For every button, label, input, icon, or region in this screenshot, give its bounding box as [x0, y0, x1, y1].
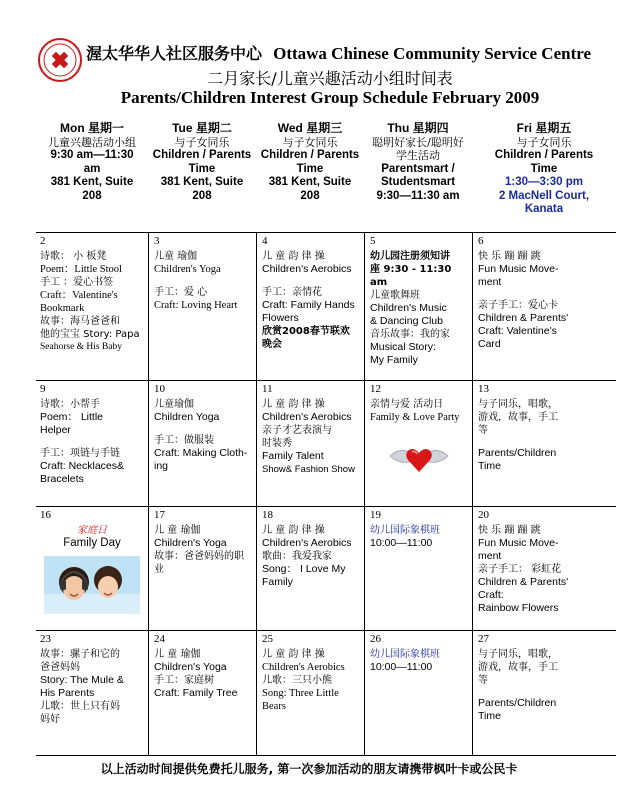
activity-line: Family Talent — [262, 450, 324, 462]
day-cell — [364, 381, 472, 507]
day-line: Kanata — [524, 203, 564, 215]
day-cell — [472, 381, 616, 507]
activity-line: 幼儿园注册须知讲 — [370, 251, 450, 262]
date-number: 24 — [154, 633, 165, 645]
activity-line: ment — [478, 276, 502, 288]
activity-line: 儿 童 瑜伽 — [154, 649, 201, 660]
winged-heart-icon — [386, 438, 452, 478]
day-header-wed — [256, 116, 364, 232]
activity-line: 儿童瑜伽 — [154, 399, 194, 410]
activity-line: Time — [478, 460, 501, 472]
day-cell — [472, 631, 616, 755]
day-line: 381 Kent, Suite — [50, 176, 134, 188]
day-cell — [148, 631, 256, 755]
org-name — [86, 41, 616, 64]
day-line: 381 Kent, Suite — [160, 176, 244, 188]
activity-line: Children & Parents' — [478, 576, 569, 588]
activity-line: 10:00—11:00 — [370, 537, 433, 549]
day-cell — [36, 631, 148, 755]
activity-line: Fun Music Move- — [478, 263, 559, 275]
activity-line: Bracelets — [40, 473, 84, 485]
activity-line: My Family — [370, 354, 418, 366]
activity-line: Children's Aerobics — [262, 537, 352, 549]
activity-line: 手工 ：爱心书签 — [40, 277, 114, 288]
activity-line: 亲情与爱 活动日 — [370, 399, 444, 410]
holiday-name-en: Family Day — [63, 537, 121, 549]
activity-line: 亲子手工： 彩虹花 — [478, 564, 562, 575]
day-cell — [256, 631, 364, 755]
activity-line: 儿 童 韵 律 操 — [262, 525, 325, 536]
date-number: 12 — [370, 383, 381, 395]
activity-line: 幼儿国际象棋班 — [370, 649, 440, 660]
day-cell — [148, 381, 256, 507]
activity-line: 亲子才艺表演与 — [262, 425, 332, 436]
day-line: 与子女同乐 — [282, 135, 338, 149]
day-line: 与子女同乐 — [174, 135, 230, 149]
day-cell — [472, 507, 616, 631]
activity-line: Song: Three Little — [262, 688, 339, 699]
day-line: 1:30—3:30 pm — [505, 176, 583, 188]
activity-line: 歌曲：我爱我家 — [262, 551, 332, 562]
date-number: 13 — [478, 383, 489, 395]
activity-line: & Dancing Club — [370, 315, 443, 327]
activity-line: 妈好 — [40, 714, 60, 725]
activity-line: 他的宝宝 Story: Papa — [40, 329, 140, 340]
day-cell — [256, 381, 364, 507]
activity-line: 儿童 瑜伽 — [154, 251, 198, 262]
day-line: Time — [188, 162, 216, 175]
day-line: 381 Kent, Suite — [268, 176, 352, 188]
day-cell — [36, 233, 148, 381]
footer-note: 以上活动时间提供免费托儿服务, 第一次参加活动的朋友请携带枫叶卡或公民卡 — [100, 762, 518, 776]
activity-line: Children's Aerobics — [262, 263, 352, 275]
activity-line: 故事：海马爸爸和 — [40, 316, 120, 327]
day-line: Studentsmart — [380, 176, 456, 188]
activity-line: Seahorse & His Baby — [40, 342, 123, 352]
day-cell — [364, 631, 472, 755]
day-cell — [364, 233, 472, 381]
activity-line: 儿 童 瑜伽 — [154, 525, 201, 536]
day-cell — [256, 507, 364, 631]
day-name: Wed 星期三 — [277, 121, 343, 135]
date-number: 2 — [40, 235, 46, 247]
activity-line: 等 — [478, 425, 488, 436]
date-number: 23 — [40, 633, 51, 645]
activity-line: 与子同乐，唱歌， — [478, 649, 558, 660]
day-header-fri — [472, 116, 616, 232]
day-name: Thu 星期四 — [387, 121, 449, 135]
week-row — [36, 232, 616, 381]
day-line: Children / Parents — [260, 149, 360, 161]
activity-line: Craft: Valentine's — [478, 325, 557, 337]
activity-line: Rainbow Flowers — [478, 602, 559, 614]
day-line: am — [83, 162, 101, 175]
activity-line: Craft: Making Cloth- — [154, 447, 248, 459]
day-line: 2 MacNell Court, — [498, 189, 590, 202]
day-name: Fri 星期五 — [516, 121, 572, 135]
activity-line: Poem： Little — [40, 411, 104, 423]
schedule-grid — [36, 116, 616, 725]
date-number: 17 — [154, 509, 165, 521]
activity-line: 时装秀 — [262, 438, 292, 449]
activity-line: Children's Aerobics — [262, 662, 345, 673]
date-number: 11 — [262, 383, 273, 395]
day-line: 聪明好家长/聪明好 — [372, 135, 464, 149]
activity-line: 儿 童 韵 律 操 — [262, 649, 325, 660]
day-header-thu — [364, 116, 472, 232]
activity-line: 欣赏2008春节联欢 — [262, 326, 350, 337]
family-photo — [44, 556, 140, 614]
day-line: 与子女同乐 — [516, 135, 572, 149]
activity-line: Children's Aerobics — [262, 411, 352, 423]
activity-line: ment — [478, 550, 502, 562]
day-line: 儿童兴趣活动小组 — [48, 135, 136, 149]
activity-line: 故事：骡子和它的 — [40, 649, 120, 660]
activity-line: 手工：家庭树 — [154, 675, 214, 686]
activity-line: Card — [478, 338, 501, 350]
day-line: Children / Parents — [152, 149, 252, 161]
activity-line: 快 乐 蹦 蹦 跳 — [478, 525, 541, 536]
activity-line: Family & Love Party — [370, 412, 460, 423]
date-number: 19 — [370, 509, 381, 521]
activity-line: 手工：爱 心 — [154, 287, 208, 298]
day-cell — [364, 507, 472, 631]
activity-line: 音乐故事：我的家 — [370, 329, 450, 340]
day-line: 学生活动 — [396, 149, 440, 162]
activity-line: Craft: — [478, 589, 504, 601]
activity-line: 手工：做服装 — [154, 435, 214, 446]
activity-line: 晚会 — [262, 339, 282, 350]
activity-line: Parents/Children — [478, 697, 557, 709]
week-row — [36, 506, 616, 631]
activity-line: Children & Parents' — [478, 312, 569, 324]
week-row — [36, 630, 616, 756]
day-line: Time — [296, 162, 324, 175]
activity-line: Story: The Mule & — [40, 674, 124, 686]
activity-line: Bookmark — [40, 303, 85, 314]
activity-line: 手工：项链与手链 — [40, 448, 120, 459]
activity-line: Children's Yoga — [154, 264, 221, 275]
day-header-tue — [148, 116, 256, 232]
day-name: Tue 星期二 — [172, 121, 232, 135]
date-number: 6 — [478, 235, 484, 247]
org-name-en: Ottawa Chinese Community Service Centre — [273, 44, 592, 63]
org-name-zh: 渥太华华人社区服务中心 — [86, 44, 263, 63]
date-number: 10 — [154, 383, 165, 395]
week-row — [36, 380, 616, 507]
activity-line: 亲子手工：爱心卡 — [478, 300, 558, 311]
day-cell — [36, 381, 148, 507]
day-line: Time — [530, 162, 558, 175]
day-header-row — [36, 116, 616, 233]
activity-line: 幼儿国际象棋班 — [370, 525, 440, 536]
date-number: 20 — [478, 509, 489, 521]
activity-line: Time — [478, 710, 501, 722]
activity-line: 等 — [478, 675, 488, 686]
schedule-title-zh: 二月家长/儿童兴趣活动小组时间表 — [207, 69, 453, 88]
day-line: Parentsmart / — [381, 162, 455, 175]
activity-line: 儿 童 韵 律 操 — [262, 251, 325, 262]
day-line: Children / Parents — [494, 149, 594, 161]
day-cell — [148, 233, 256, 381]
activity-line: 儿歌：世上只有妈 — [40, 701, 120, 712]
activity-line: Parents/Children — [478, 447, 557, 459]
activity-line: Bears — [262, 701, 286, 712]
day-cell — [148, 507, 256, 631]
date-number: 4 — [262, 235, 268, 247]
activity-line: Children Yoga — [154, 411, 220, 423]
date-number: 25 — [262, 633, 273, 645]
day-line: 208 — [82, 189, 102, 202]
activity-line: 手工：亲情花 — [262, 287, 322, 298]
activity-line: 爸爸妈妈 — [40, 662, 80, 673]
day-header-mon — [36, 116, 148, 232]
activity-line: Musical Story: — [370, 341, 436, 353]
day-line: 208 — [300, 189, 320, 202]
activity-line: Flowers — [262, 312, 299, 324]
activity-line: 游戏，故事，手工 — [478, 412, 558, 423]
day-line: 9:30—11:30 am — [376, 189, 460, 202]
holiday-name-zh: 家庭日 — [77, 525, 107, 536]
date-number: 5 — [370, 235, 376, 247]
date-number: 3 — [154, 235, 160, 247]
day-cell — [472, 233, 616, 381]
date-number: 9 — [40, 383, 46, 395]
activity-line: 座 9:30 - 11:30 am — [370, 264, 452, 288]
activity-line: 10:00—11:00 — [370, 661, 433, 673]
activity-line: 与子同乐，唱歌， — [478, 399, 558, 410]
activity-line: Helper — [40, 424, 71, 436]
activity-line: Craft: Necklaces& — [40, 460, 125, 472]
activity-line: Children's Yoga — [154, 537, 227, 549]
day-cell — [36, 507, 148, 631]
day-cell — [256, 233, 364, 381]
date-number: 16 — [40, 509, 51, 521]
activity-line: 业 — [154, 564, 164, 575]
activity-line: Craft: Family Hands — [262, 299, 355, 311]
day-line: 9:30 am—11:30 — [50, 149, 134, 161]
date-number: 27 — [478, 633, 489, 645]
activity-line: Fun Music Move- — [478, 537, 559, 549]
day-name: Mon 星期一 — [60, 121, 124, 135]
activity-line: 诗歌：小帮手 — [40, 399, 100, 410]
activity-line: 快 乐 蹦 蹦 跳 — [478, 251, 541, 262]
activity-line: 故事：爸爸妈妈的职 — [154, 551, 244, 562]
activity-line: ing — [154, 460, 169, 472]
day-line: 208 — [192, 189, 212, 202]
date-number: 18 — [262, 509, 273, 521]
activity-line: Children's Yoga — [154, 661, 227, 673]
activity-line: 儿童歌舞班 — [370, 290, 420, 301]
activity-line: 诗歌： 小 板凳 — [40, 251, 107, 262]
activity-line: Children's Music — [370, 302, 447, 314]
activity-line: Craft: Family Tree — [154, 687, 238, 699]
activity-line: Craft：Valentine's — [40, 290, 118, 301]
activity-line: 儿 童 韵 律 操 — [262, 399, 325, 410]
activity-line: His Parents — [40, 687, 95, 699]
activity-line: 儿歌：三只小熊 — [262, 675, 332, 686]
activity-line: Show& Fashion Show — [262, 464, 355, 475]
activity-line: 游戏，故事，手工 — [478, 662, 558, 673]
activity-line: Poem：Little Stool — [40, 264, 122, 275]
schedule-title-en: Parents/Children Interest Group Schedule February 2009 — [120, 88, 540, 107]
activity-line: Song： I Love My — [262, 563, 346, 575]
activity-line: Craft: Loving Heart — [154, 300, 238, 311]
date-number: 26 — [370, 633, 381, 645]
activity-line: Family — [262, 576, 293, 588]
